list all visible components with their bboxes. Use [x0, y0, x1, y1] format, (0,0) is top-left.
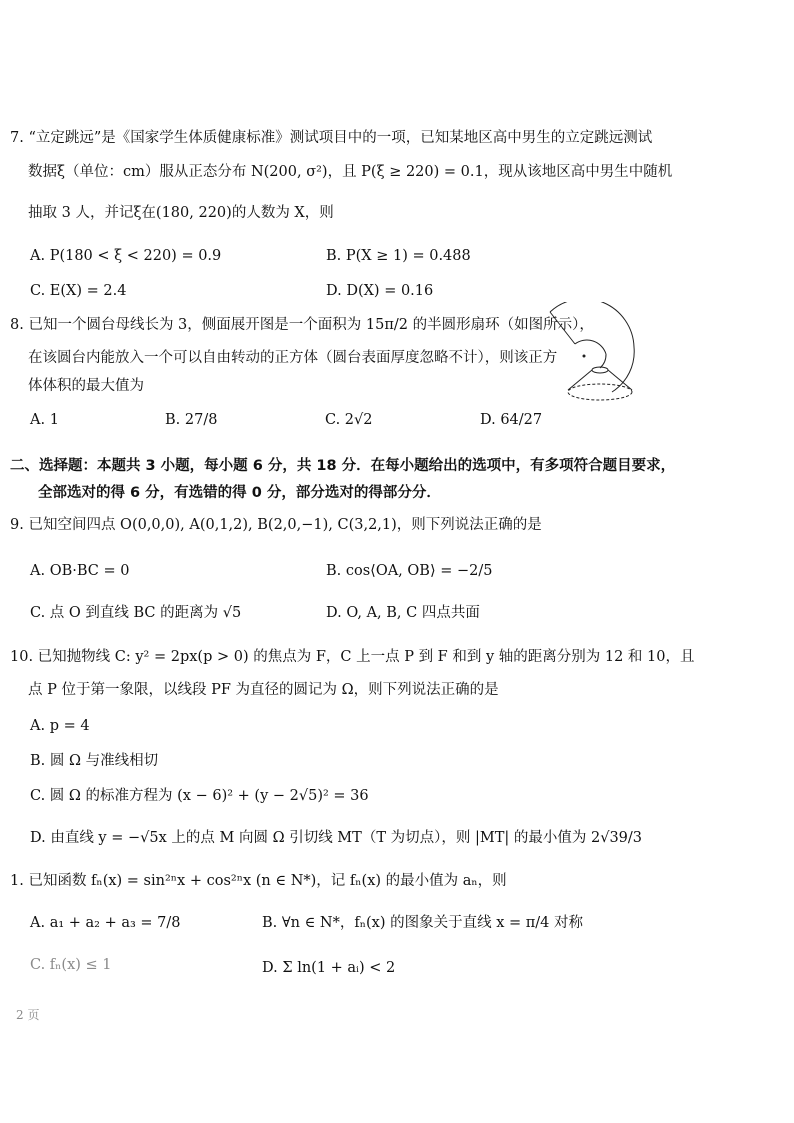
q7-option-b: B. P(X ≥ 1) = 0.488: [326, 248, 471, 264]
q8-option-d: D. 64/27: [480, 412, 543, 428]
q10-option-a: A. p = 4: [30, 718, 90, 734]
q10-option-c: C. 圆 Ω 的标准方程为 (x − 6)² + (y − 2√5)² = 36: [30, 788, 369, 804]
q11-stem: 1. 已知函数 fₙ(x) = sin²ⁿx + cos²ⁿx (n ∈ N*)，记 fₙ(x) 的最小值为 aₙ，则: [10, 873, 507, 889]
q11-option-b: B. ∀n ∈ N*，fₙ(x) 的图象关于直线 x = π/4 对称: [262, 915, 583, 931]
q8-option-c: C. 2√2: [325, 412, 373, 428]
q11-option-c: C. fₙ(x) ≤ 1: [30, 957, 112, 973]
q10-stem-line1: 10. 已知抛物线 C: y² = 2px(p > 0) 的焦点为 F，C 上一点 P 到 F 和到 y 轴的距离分别为 12 和 10，且: [10, 649, 695, 665]
q7-option-a: A. P(180 < ξ < 220) = 0.9: [30, 248, 222, 264]
page-number: 2 页: [16, 1008, 40, 1022]
q11-option-a: A. a₁ + a₂ + a₃ = 7/8: [30, 915, 181, 931]
q9-option-d: D. O, A, B, C 四点共面: [326, 605, 480, 621]
q7-stem-line1: 7. “立定跳远”是《国家学生体质健康标准》测试项目中的一项，已知某地区高中男生的立定跳远测试: [10, 130, 653, 146]
q7-option-c: C. E(X) = 2.4: [30, 283, 127, 299]
q9-stem: 9. 已知空间四点 O(0,0,0), A(0,1,2), B(2,0,−1), C(3,2,1)，则下列说法正确的是: [10, 517, 542, 533]
q9-option-a: A. OB·BC = 0: [30, 563, 130, 579]
q8-stem-line1: 8. 已知一个圆台母线长为 3，侧面展开图是一个面积为 15π/2 的半圆形扇环（如图所示），: [10, 317, 594, 333]
q8-stem-line2: 在该圆台内能放入一个可以自由转动的正方体（圆台表面厚度忽略不计），则该正方: [28, 350, 558, 366]
q9-option-b: B. cos⟨OA, OB⟩ = −2/5: [326, 563, 493, 579]
q10-option-d: D. 由直线 y = −√5x 上的点 M 向圆 Ω 引切线 MT（T 为切点），则 |MT| 的最小值为 2√39/3: [30, 830, 642, 846]
annulus-sector-figure: [540, 302, 648, 404]
q8-stem-line3: 体体积的最大值为: [28, 378, 144, 394]
q7-stem-line2: 数据ξ（单位：cm）服从正态分布 N(200, σ²)，且 P(ξ ≥ 220) = 0.1，现从该地区高中男生中随机: [28, 164, 673, 180]
q10-option-b: B. 圆 Ω 与准线相切: [30, 753, 159, 769]
q8-option-b: B. 27/8: [165, 412, 218, 428]
q9-option-c: C. 点 O 到直线 BC 的距离为 √5: [30, 605, 242, 621]
q7-stem-line3: 抽取 3 人，并记ξ在(180, 220)的人数为 X，则: [28, 205, 334, 221]
section2-heading-line1: 二、选择题：本题共 3 小题，每小题 6 分，共 18 分．在每小题给出的选项中，有多项符合题目要求，: [10, 458, 676, 474]
q7-option-d: D. D(X) = 0.16: [326, 283, 434, 299]
q8-option-a: A. 1: [30, 412, 59, 428]
q11-option-d: D. Σ ln(1 + aᵢ) < 2: [262, 960, 396, 976]
q10-stem-line2: 点 P 位于第一象限，以线段 PF 为直径的圆记为 Ω，则下列说法正确的是: [28, 682, 499, 698]
section2-heading-line2: 全部选对的得 6 分，有选错的得 0 分，部分选对的得部分分．: [38, 485, 441, 501]
